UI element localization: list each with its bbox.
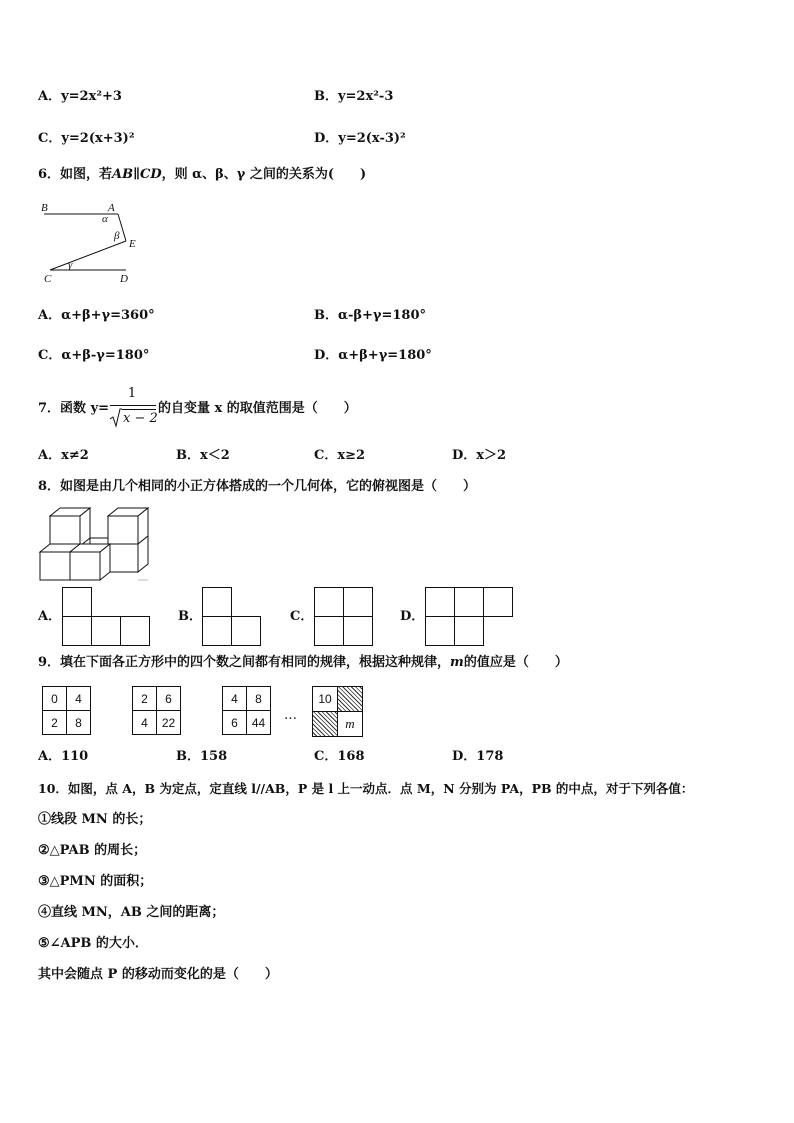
q10-item-2: ②△PAB 的周长； [38,843,147,858]
q7-radical-sign [110,408,122,428]
q8-label-b: B． [178,609,202,624]
q7-numerator: 1 [127,386,137,401]
q10-question: 其中会随点 P 的移动而变化的是（ ） [38,967,278,982]
q8-option-d-figure [425,587,515,647]
q9-square-2-bottom-left: 4 [132,710,157,735]
q5-option-b: B．y=2x²-3 [314,89,394,104]
q6-label-c: C [44,273,52,285]
q9-option-d: D．178 [452,749,504,764]
q6-option-a: A．α+β+γ=360° [38,308,155,323]
q7-denominator: x − 2 [123,411,158,426]
q6-option-d: D．α+β+γ=180° [314,348,432,363]
q9-stem: 9．填在下面各正方形中的四个数之间都有相同的规律，根据这种规律，m的值应是（ ） [38,655,568,670]
q8-cube-figure [38,506,150,582]
q8-option-a-figure [62,587,152,647]
q5-option-a: A．y=2x²+3 [38,89,122,104]
q6-label-e: E [129,238,136,250]
q9-square-3 [222,686,272,736]
q6-label-d: D [120,273,128,285]
q9-ellipsis: … [284,708,297,723]
q6-option-c: C．α+β-γ=180° [38,348,150,363]
q9-square-2-top-right: 6 [156,686,181,711]
q6-option-b: B．α-β+γ=180° [314,308,427,323]
q6-label-b: B [41,202,48,214]
q10-item-5: ⑤∠APB 的大小． [38,936,148,951]
q8-option-c-figure [314,587,376,647]
q7-fraction-bar [110,405,156,406]
q6-stem: 6．如图，若AB∥CD，则 α、β、γ 之间的关系为( ) [38,167,367,182]
q9-square-1-bottom-left: 2 [42,710,67,735]
q5-option-d: D．y=2(x-3)² [314,131,406,146]
q9-square-1-top-left: 0 [42,686,67,711]
q9-square-1-top-right: 4 [66,686,91,711]
q9-square-3-top-left: 4 [222,686,247,711]
q9-square-2-bottom-right: 22 [156,710,181,735]
q7-stem-head: 7．函数 y= [38,401,110,416]
q9-option-a: A．110 [38,749,89,764]
q10-item-4: ④直线 MN，AB 之间的距离； [38,905,225,920]
q9-option-c: C．168 [314,749,365,764]
q5-option-c: C．y=2(x+3)² [38,131,135,146]
q7-stem-tail: 的自变量 x 的取值范围是（ ） [158,401,357,416]
q6-figure [38,198,148,288]
q9-square-4-hatched-bottom-left [312,711,338,737]
q6-label-beta: β [114,230,120,242]
q8-option-b-figure [202,587,264,647]
q7-option-b: B．x＜2 [176,448,230,463]
q6-label-a: A [108,202,115,214]
q9-option-b: B．158 [176,749,228,764]
q6-label-gamma: γ [68,259,73,271]
q9-square-2 [132,686,182,736]
q9-square-4-top-left: 10 [312,686,338,712]
q7-fraction [108,386,156,432]
q7-radical-bar [122,409,156,410]
q9-square-4-hatched-top-right [337,686,363,712]
q8-label-a: A． [38,609,62,624]
q8-label-d: D． [400,609,425,624]
q7-option-a: A．x≠2 [38,448,89,463]
q7-option-d: D．x＞2 [452,448,507,463]
q8-stem: 8．如图是由几个相同的小正方体搭成的一个几何体，它的俯视图是（ ） [38,479,477,494]
q9-square-4-bottom-right: m [337,711,363,737]
q6-label-alpha: α [102,213,108,225]
q9-square-4 [312,686,364,738]
q8-label-c: C． [290,609,314,624]
q10-item-1: ①线段 MN 的长； [38,812,152,827]
q9-square-3-bottom-right: 44 [246,710,271,735]
q7-option-c: C．x≥2 [314,448,366,463]
q9-square-2-top-left: 2 [132,686,157,711]
q9-square-3-top-right: 8 [246,686,271,711]
q10-stem: 10．如图，点 A，B 为定点，定直线 l//AB，P 是 l 上一动点．点 M，N 分别为 PA，PB 的中点，对于下列各值： [38,781,694,796]
q9-square-1-bottom-right: 8 [66,710,91,735]
q10-item-3: ③△PMN 的面积； [38,874,153,889]
q9-square-1 [42,686,92,736]
q9-square-3-bottom-left: 6 [222,710,247,735]
